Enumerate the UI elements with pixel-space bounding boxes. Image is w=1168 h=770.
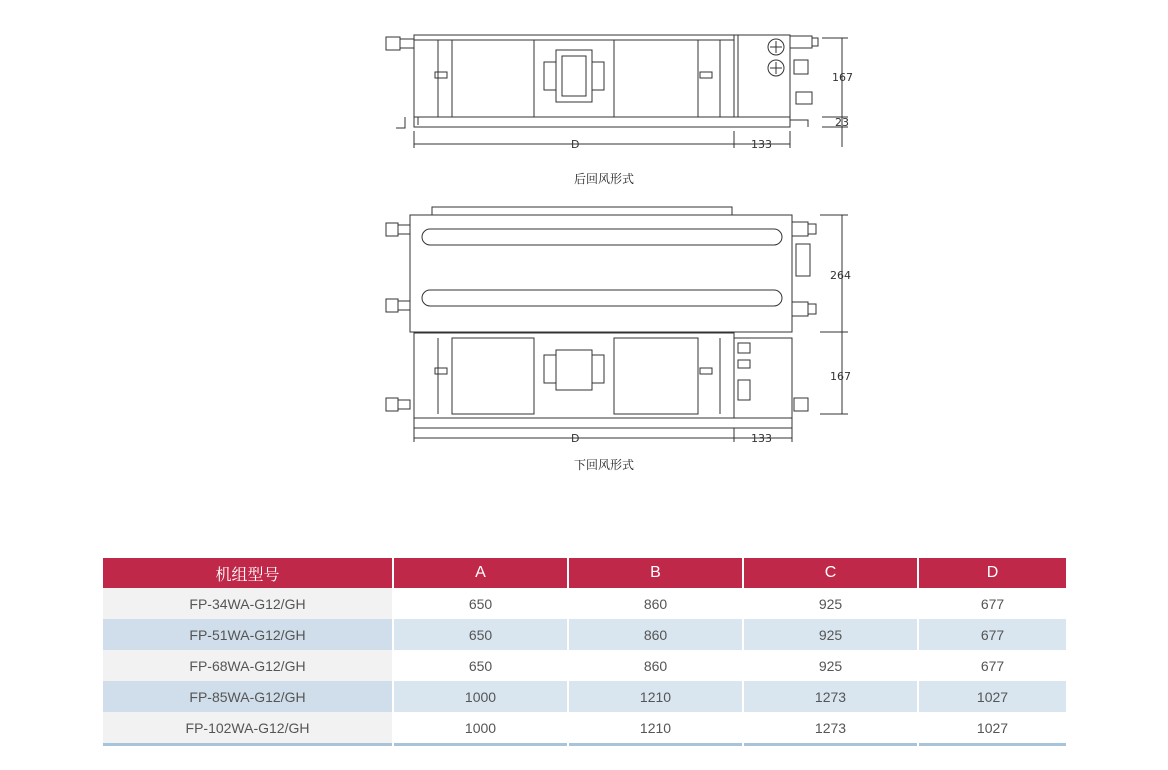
cell-a: 1000	[394, 681, 567, 712]
dim-d-b: D	[571, 432, 580, 445]
cell-model: FP-68WA-G12/GH	[103, 650, 392, 681]
cell-a: 650	[394, 588, 567, 619]
header-d: D	[919, 558, 1066, 588]
table-row	[103, 588, 1066, 619]
cell-b: 860	[569, 619, 742, 650]
bottom-return-drawing	[386, 207, 848, 442]
header-model: 机组型号	[103, 558, 392, 588]
header-b: B	[569, 558, 742, 588]
cell-b: 1210	[569, 681, 742, 712]
spec-table	[101, 558, 1068, 746]
cell-model: FP-51WA-G12/GH	[103, 619, 392, 650]
cell-c: 925	[744, 650, 917, 681]
table-row	[103, 619, 1066, 650]
dim-133-a: 133	[751, 138, 772, 151]
table-row	[103, 650, 1066, 681]
cell-c: 925	[744, 588, 917, 619]
cell-model: FP-102WA-G12/GH	[103, 712, 392, 746]
dim-167-b: 167	[830, 370, 851, 383]
dim-23: 23	[835, 116, 849, 129]
cell-model: FP-85WA-G12/GH	[103, 681, 392, 712]
dim-167-a: 167	[832, 71, 853, 84]
caption-bottom-return: 下回风形式	[574, 458, 635, 472]
cell-b: 860	[569, 650, 742, 681]
cell-c: 925	[744, 619, 917, 650]
dim-133-b: 133	[751, 432, 772, 445]
cell-c: 1273	[744, 681, 917, 712]
cell-d: 677	[919, 650, 1066, 681]
dim-264: 264	[830, 269, 851, 282]
dim-d-a: D	[571, 138, 580, 151]
cell-b: 1210	[569, 712, 742, 746]
cell-c: 1273	[744, 712, 917, 746]
cell-d: 1027	[919, 681, 1066, 712]
table-header	[103, 558, 1066, 588]
table-row	[103, 712, 1066, 746]
cell-d: 1027	[919, 712, 1066, 746]
cell-d: 677	[919, 588, 1066, 619]
header-c: C	[744, 558, 917, 588]
cell-b: 860	[569, 588, 742, 619]
cell-a: 1000	[394, 712, 567, 746]
cell-d: 677	[919, 619, 1066, 650]
table-row	[103, 681, 1066, 712]
cell-model: FP-34WA-G12/GH	[103, 588, 392, 619]
header-a: A	[394, 558, 567, 588]
caption-rear-return: 后回风形式	[574, 172, 635, 186]
cell-a: 650	[394, 650, 567, 681]
cell-a: 650	[394, 619, 567, 650]
rear-return-drawing	[386, 35, 848, 148]
